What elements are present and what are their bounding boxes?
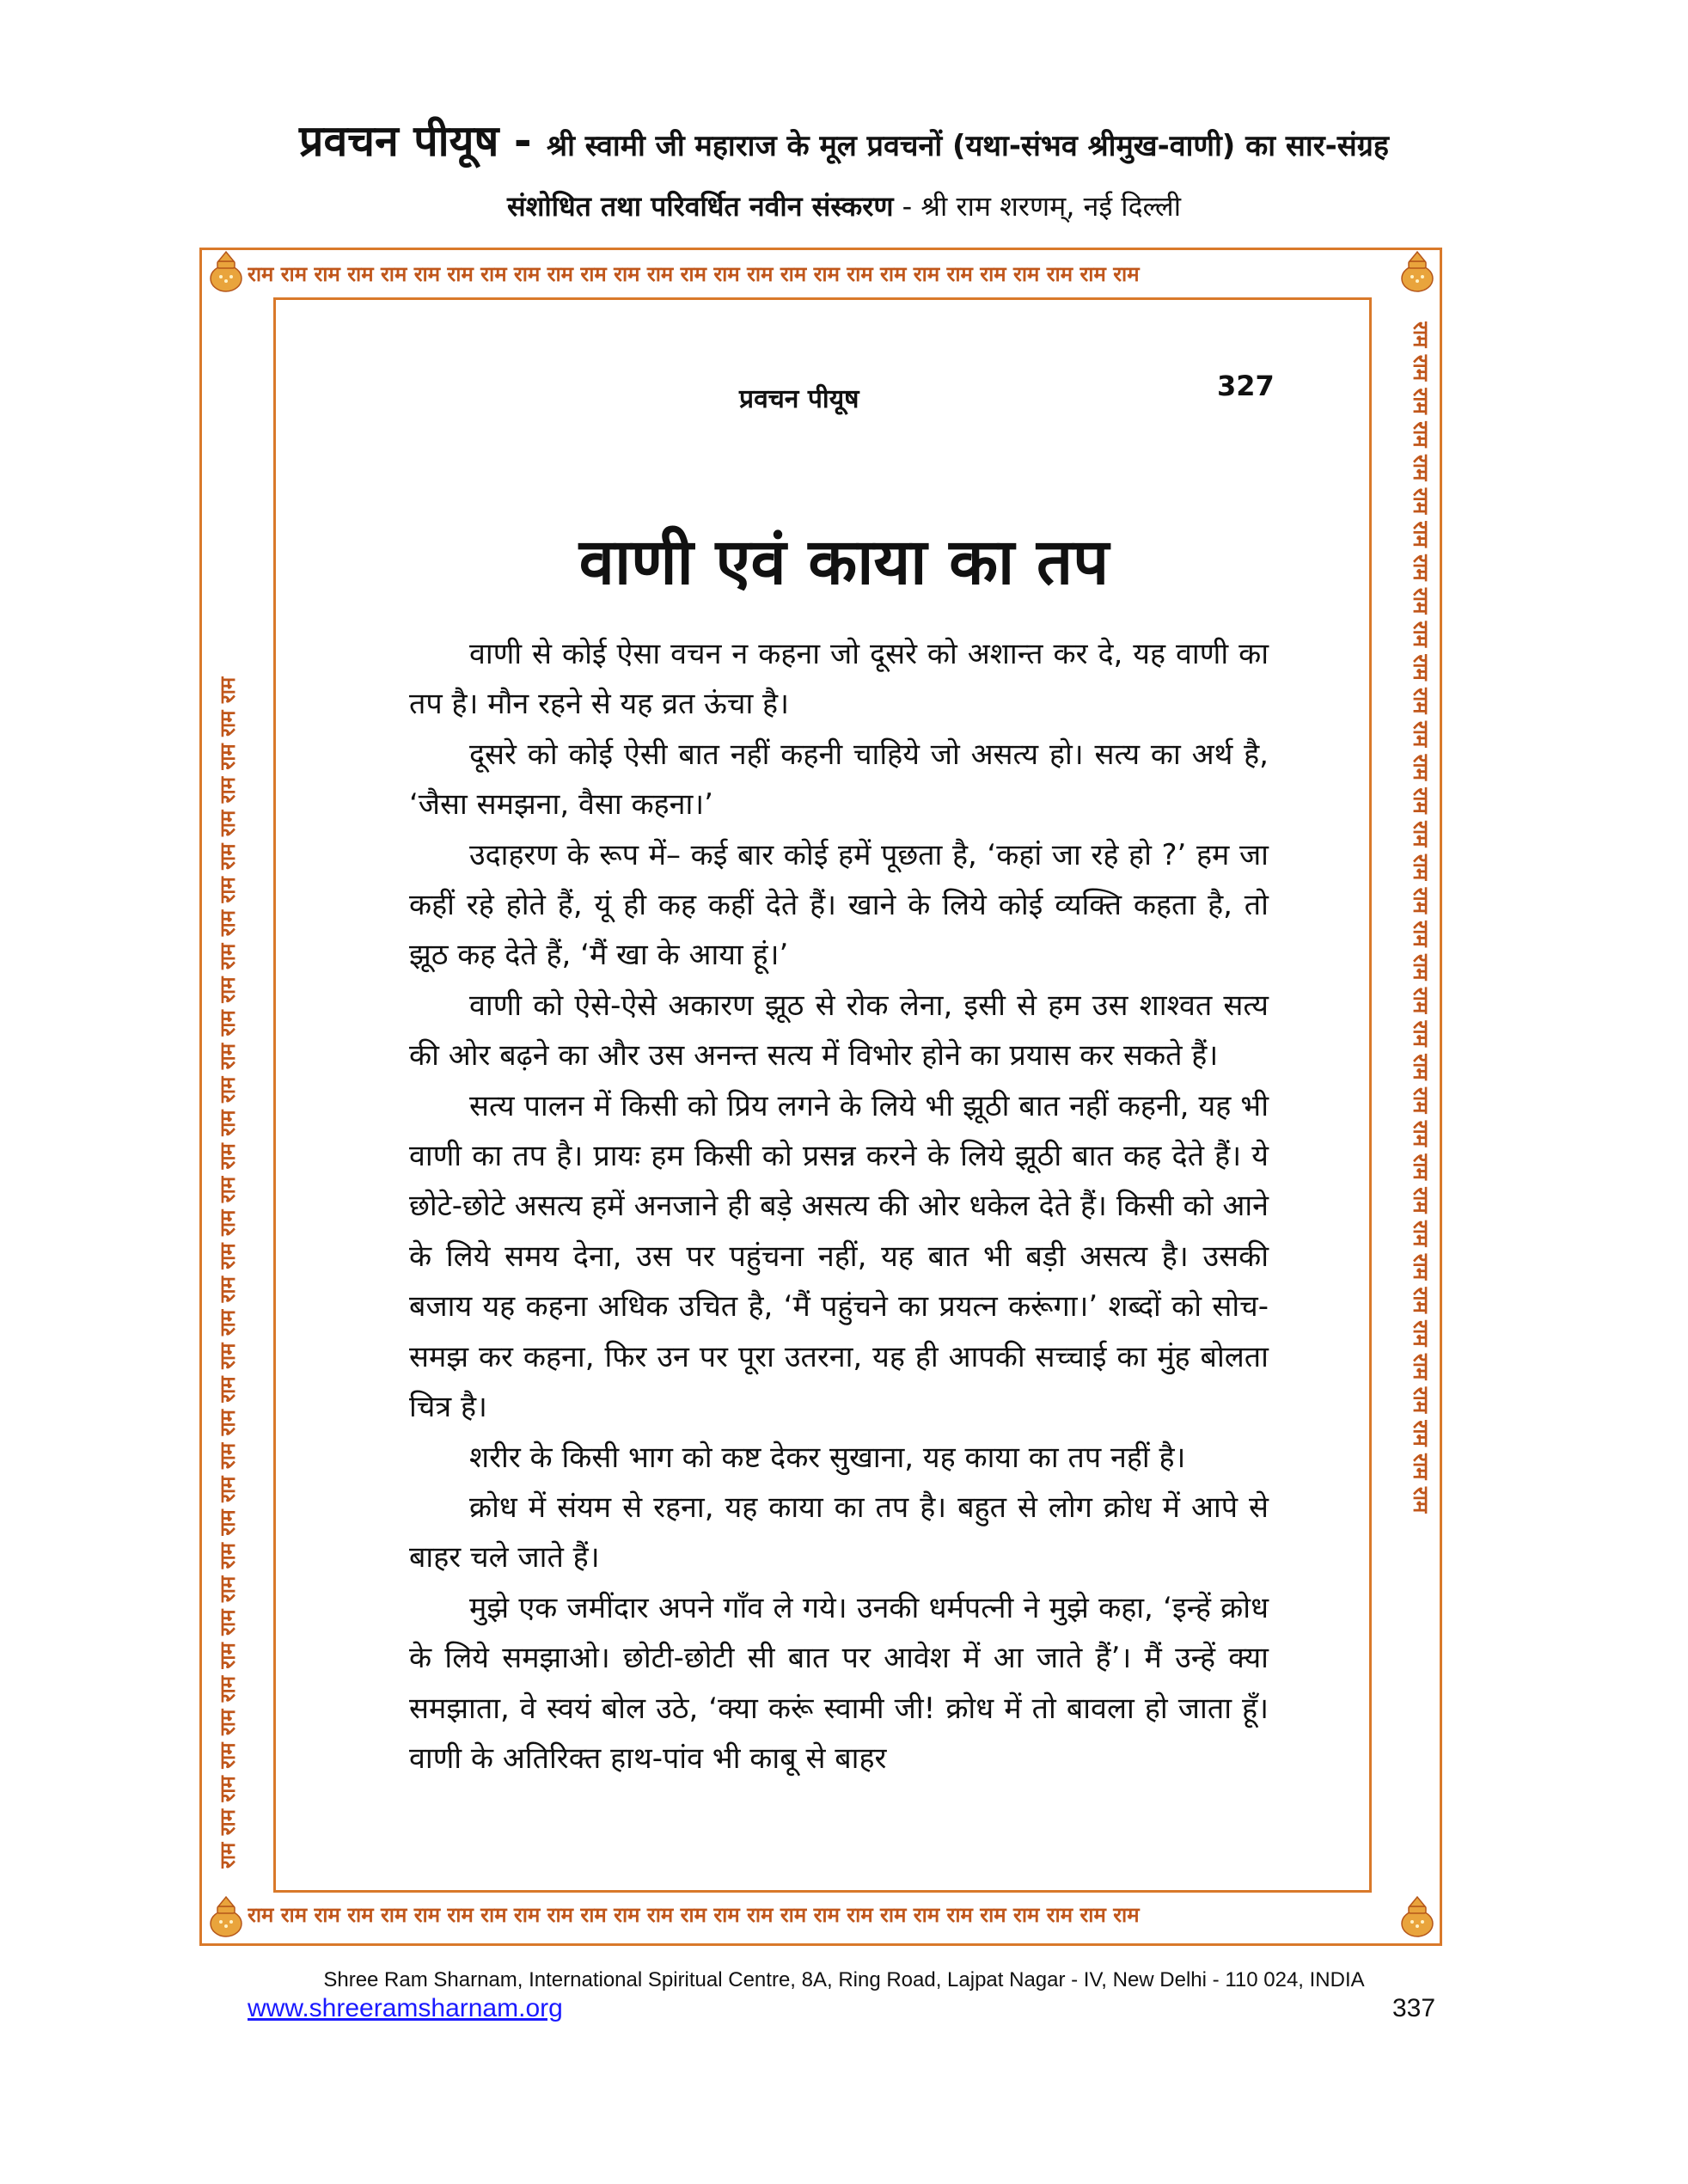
article-body (409, 629, 1269, 1783)
kalash-icon (203, 249, 249, 296)
document-header (0, 110, 1688, 168)
header-title: प्रवचन पीयूष (299, 116, 499, 166)
kalash-icon (203, 1894, 249, 1941)
ram-border-top: राम राम राम राम राम राम राम राम राम राम राम राम राम राम राम राम राम राम राम राम राम राम राम राम राम राम राम (248, 262, 1140, 286)
footer-address: Shree Ram Sharnam, International Spiritual Centre, 8A, Ring Road, Lajpat Nagar - IV, New Delhi - 110 024, INDIA (323, 1968, 1365, 1991)
header-subtitle: श्री स्वामी जी महाराज के मूल प्रवचनों (यथा-संभव श्रीमुख-वाणी) का सार-संग्रह (547, 129, 1389, 163)
ram-border-left-text: राम राम राम राम राम राम राम राम राम राम राम राम राम राम राम राम राम राम राम राम राम राम राम राम राम राम राम राम राम राम राम राम राम राम राम राम (216, 676, 240, 1869)
edition-line (0, 187, 1688, 224)
kalash-icon (1394, 249, 1440, 296)
paragraph: वाणी से कोई ऐसा वचन न कहना जो दूसरे को अशान्त कर दे, यह वाणी का तप है। मौन रहने से यह व्रत ऊंचा है। (409, 637, 1269, 722)
header-separator: - (498, 116, 547, 166)
paragraph: क्रोध में संयम से रहना, यह काया का तप है। बहुत से लोग क्रोध में आपे से बाहर चले जाते हैं। (409, 1490, 1269, 1575)
kalash-icon (1394, 1894, 1440, 1941)
paragraph: वाणी को ऐसे-ऐसे अकारण झूठ से रोक लेना, इसी से हम उस शाश्वत सत्य की ओर बढ़ने का और उस अनन्त सत्य में विभोर होने का प्रयास कर सकते हैं। (409, 988, 1269, 1074)
publisher-label: - श्री राम शरणम्, नई दिल्ली (893, 190, 1181, 223)
paragraph: मुझे एक जमींदार अपने गाँव ले गये। उनकी धर्मपत्नी ने मुझे कहा, ‘इन्हें क्रोध के लिये समझाओ। छोटी-छोटी सी बात पर आवेश में आ जाते हैं’। मैं उन्हें क्या समझाता, वे स्वयं बोल उठे, ‘क्या करूं स्वामी जी! क्रोध में तो बावला हो जाता हूँ। वाणी के अतिरिक्त हाथ-पांव भी काबू से बाहर (409, 1590, 1269, 1776)
paragraph: उदाहरण के रूप में– कई बार कोई हमें पूछता है, ‘कहां जा रहे हो ?’ हम जा कहीं रहे होते हैं, यूं ही कह कहीं देते हैं। खाने के लिये कोई व्यक्ति कहता है, तो झूठ कह देते हैं, ‘मैं खा के आया हूं।’ (409, 837, 1269, 973)
pdf-page-number: 337 (1392, 1994, 1436, 2022)
edition-label: संशोधित तथा परिवर्धित नवीन संस्करण (507, 190, 894, 223)
ram-border-bottom: राम राम राम राम राम राम राम राम राम राम राम राम राम राम राम राम राम राम राम राम राम राम राम राम राम राम राम (248, 1903, 1140, 1927)
chapter-title: वाणी एवं काया का तप (578, 525, 1110, 599)
paragraph: सत्य पालन में किसी को प्रिय लगने के लिये भी झूठी बात नहीं कहनी, यह भी वाणी का तप है। प्रायः हम किसी को प्रसन्न करने के लिये झूठी बात कह देते हैं। ये छोटे-छोटे असत्य हमें अनजाने ही बड़े असत्य की ओर धकेल देते हैं। किसी को आने के लिये समय देना, उस पर पहुंचना नहीं, यह बात भी बड़ी असत्य है। उसकी बजाय यह कहना अधिक उचित है, ‘मैं पहुंचने का प्रयत्न करूंगा।’ शब्दों को सोच-समझ कर कहना, फिर उन पर पूरा उतरना, यह ही आपकी सच्चाई का मुंह बोलता चित्र है। (409, 1088, 1269, 1425)
ram-border-right-text: राम राम राम राम राम राम राम राम राम राम राम राम राम राम राम राम राम राम राम राम राम राम राम राम राम राम राम राम राम राम राम राम राम राम राम राम (1409, 321, 1433, 1514)
paragraph: शरीर के किसी भाग को कष्ट देकर सुखाना, यह काया का तप नहीं है। (469, 1440, 1186, 1475)
paragraph: दूसरे को कोई ऐसी बात नहीं कहनी चाहिये जो असत्य हो। सत्य का अर्थ है, ‘जैसा समझना, वैसा कहना।’ (409, 737, 1269, 823)
website-link[interactable]: www.shreeramsharnam.org (248, 1994, 563, 2022)
book-page-number: 327 (1217, 370, 1275, 402)
running-title: प्रवचन पीयूष (739, 384, 859, 414)
